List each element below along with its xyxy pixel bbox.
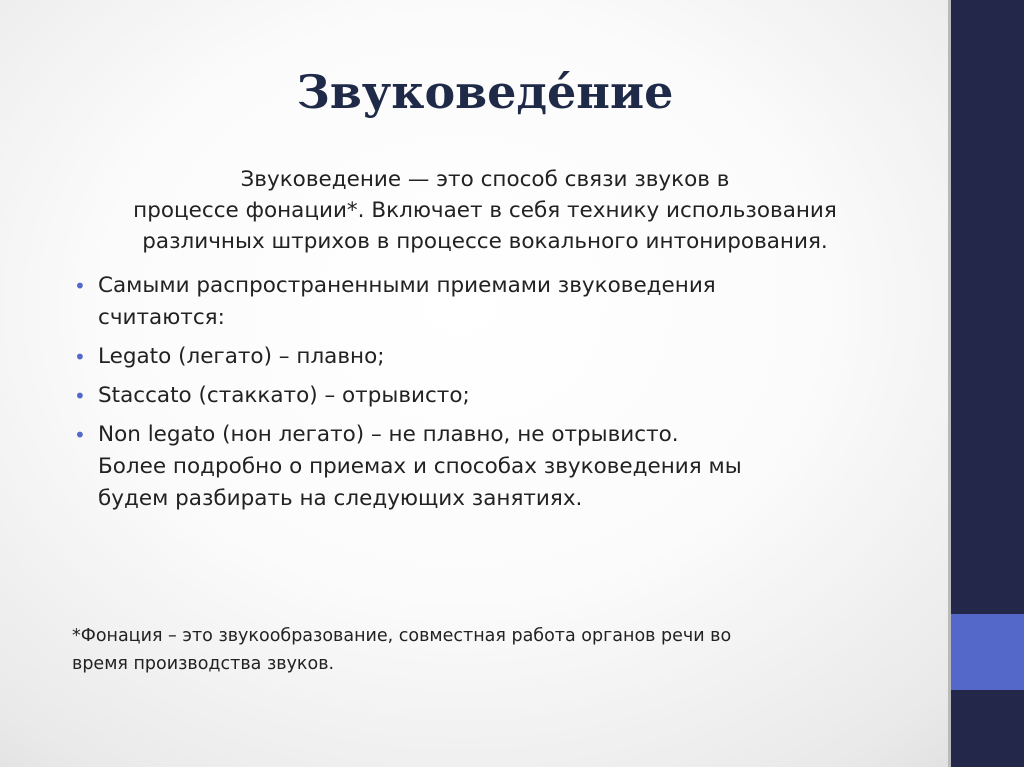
bullet-line: Legato (легато) – плавно; xyxy=(98,344,385,369)
footnote-line: время производства звуков. xyxy=(72,654,335,674)
intro-line: процессе фонации*. Включает в себя технику использования xyxy=(133,198,837,223)
decorative-side-bar xyxy=(948,0,1024,767)
bullet-dot-icon: • xyxy=(74,384,86,408)
side-bar-dark-top xyxy=(951,0,1024,614)
bullet-item-staccato xyxy=(72,380,902,412)
bullet-line: Non legato (нон легато) – не плавно, не отрывисто. xyxy=(98,422,679,447)
bullet-item-legato xyxy=(72,341,902,373)
bullet-dot-icon: • xyxy=(74,345,86,369)
side-bar-dark-bottom xyxy=(951,690,1024,767)
slide-title: Звуковедéние xyxy=(296,65,674,119)
footnote-line: *Фонация – это звукообразование, совместная работа органов речи во xyxy=(72,626,732,646)
bullet-item-techniques-intro xyxy=(72,270,902,334)
bullet-line: Staccato (стаккато) – отрывисто; xyxy=(98,383,470,408)
intro-line: различных штрихов в процессе вокального интонирования. xyxy=(142,229,828,254)
bullet-line: считаются: xyxy=(98,305,225,330)
footnote xyxy=(72,622,912,678)
bullet-line: будем разбирать на следующих занятиях. xyxy=(98,486,583,511)
bullet-item-non-legato xyxy=(72,419,902,515)
bullet-line: Самыми распространенными приемами звуковедения xyxy=(98,273,716,298)
side-bar-accent-block xyxy=(951,614,1024,690)
bullet-dot-icon: • xyxy=(74,423,86,447)
intro-line: Звуковедение — это способ связи звуков в xyxy=(240,167,730,192)
bullet-dot-icon: • xyxy=(74,274,86,298)
bullet-line: Более подробно о приемах и способах звуковедения мы xyxy=(98,454,742,479)
bullet-list xyxy=(72,270,902,522)
intro-paragraph xyxy=(60,164,910,257)
